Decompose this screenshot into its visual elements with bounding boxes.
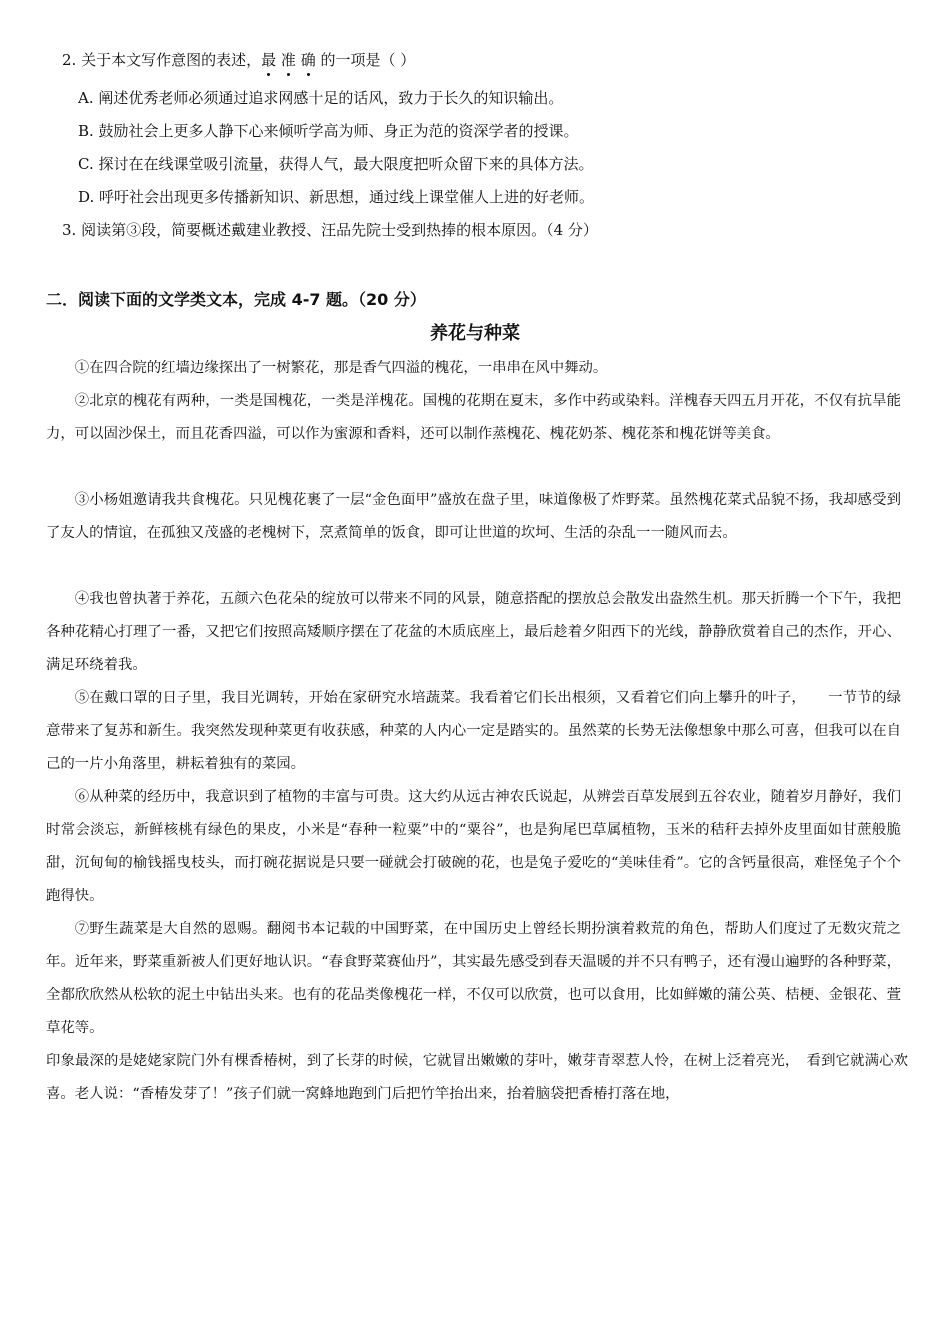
emphasis-char-3: 确 — [300, 51, 316, 69]
emphasis-char-2: 准 — [280, 51, 296, 69]
paragraph-4: ④我也曾执著于养花，五颜六色花朵的绽放可以带来不同的风景，随意搭配的摆放总会散发出盎然生机。那天折腾一个下午，我把各种花精心打理了一番，又把它们按照高矮顺序摆在了花盆的木质底座上，最后趁着夕阳西下的光线，静静欣赏着自己的杰作，开心、满足环绕着我。 — [46, 591, 901, 673]
question-2-stem — [62, 50, 415, 70]
paragraph-6: ⑥从种菜的经历中，我意识到了植物的丰富与可贵。这大约从远古神农氏说起，从辨尝百草发展到五谷农业，随着岁月静好，我们时常会淡忘，新鲜核桃有绿色的果皮，小米是“春种一粒粟”中的“粟谷”，也是狗尾巴草属植物，玉米的秸秆去掉外皮里面如甘蔗般脆甜，沉甸甸的榆钱摇曳枝头，而打碗花据说是只要一碰就会打破碗的花，也是兔子爱吃的“美味佳肴”。它的含钙量很高，难怪兔子个个跑得快。 — [46, 789, 901, 904]
question-2-suffix: 的一项是（ ） — [320, 51, 416, 69]
option-b: B. 鼓励社会上更多人静下心来倾听学高为师、身正为范的资深学者的授课。 — [78, 122, 579, 140]
question-2-prefix: 2. 关于本文写作意图的表述， — [62, 51, 262, 69]
paragraph-7: ⑦野生蔬菜是大自然的恩赐。翻阅书本记载的中国野菜，在中国历史上曾经长期扮演着救荒的角色，帮助人们度过了无数灾荒之年。近年来，野菜重新被人们更好地认识。“春食野菜赛仙丹”，其实最先感受到春天温暖的并不只有鸭子，还有漫山遍野的各种野菜，全都欣欣然从松软的泥土中钻出头来。也有的花品类像槐花一样，不仅可以欣赏，也可以食用，比如鲜嫩的蒲公英、桔梗、金银花、萱草花等。 — [46, 921, 901, 1036]
paragraph-8: 印象最深的是姥姥家院门外有棵香椿树，到了长芽的时候，它就冒出嫩嫩的芽叶，嫩芽青翠惹人怜，在树上泛着亮光， 看到它就满心欢喜。老人说：“香椿发芽了！”孩子们就一窝蜂地跑到门后把竹竿抬出来，抬着脑袋把香椿打落在地， — [46, 1053, 908, 1102]
option-c: C. 探讨在在线课堂吸引流量，获得人气，最大限度把听众留下来的具体方法。 — [78, 155, 594, 173]
option-a: A. 阐述优秀老师必须通过追求网感十足的话风，致力于长久的知识输出。 — [78, 89, 564, 107]
option-d: D. 呼吁社会出现更多传播新知识、新思想，通过线上课堂催人上进的好老师。 — [78, 188, 595, 206]
paragraph-5: ⑤在戴口罩的日子里，我目光调转，开始在家研究水培蔬菜。我看着它们长出根须，又看着它们向上攀升的叶子， 一节节的绿意带来了复苏和新生。我突然发现种菜更有收获感，种菜的人内心一定是踏实的。虽然菜的长势无法像想象中那么可喜，但我可以在自己的一片小角落里，耕耘着独有的菜园。 — [46, 690, 901, 772]
paragraph-3: ③小杨姐邀请我共食槐花。只见槐花裹了一层“金色面甲”盛放在盘子里，味道像极了炸野菜。虽然槐花菜式品貌不扬，我却感受到了友人的情谊，在孤独又茂盛的老槐树下，烹煮简单的饭食，即可让世道的坎坷、生活的杂乱一一随风而去。 — [46, 492, 901, 541]
section-heading: 二．阅读下面的文学类文本，完成 4-7 题。（20 分） — [46, 290, 426, 309]
paragraph-1: ①在四合院的红墙边缘探出了一树繁花，那是香气四溢的槐花，一串串在风中舞动。 — [74, 360, 608, 376]
question-3: 3. 阅读第③段，简要概述戴建业教授、汪品先院士受到热捧的根本原因。（4 分） — [62, 221, 598, 239]
paragraph-2: ②北京的槐花有两种，一类是国槐花，一类是洋槐花。国槐的花期在夏末，多作中药或染料。洋槐春天四五月开花，不仅有抗旱能力，可以固沙保土，而且花香四溢，可以作为蜜源和香料，还可以制作蒸槐花、槐花奶茶、槐花茶和槐花饼等美食。 — [46, 393, 901, 442]
article-title: 养花与种菜 — [430, 323, 520, 344]
emphasis-char-1: 最 — [261, 51, 277, 69]
